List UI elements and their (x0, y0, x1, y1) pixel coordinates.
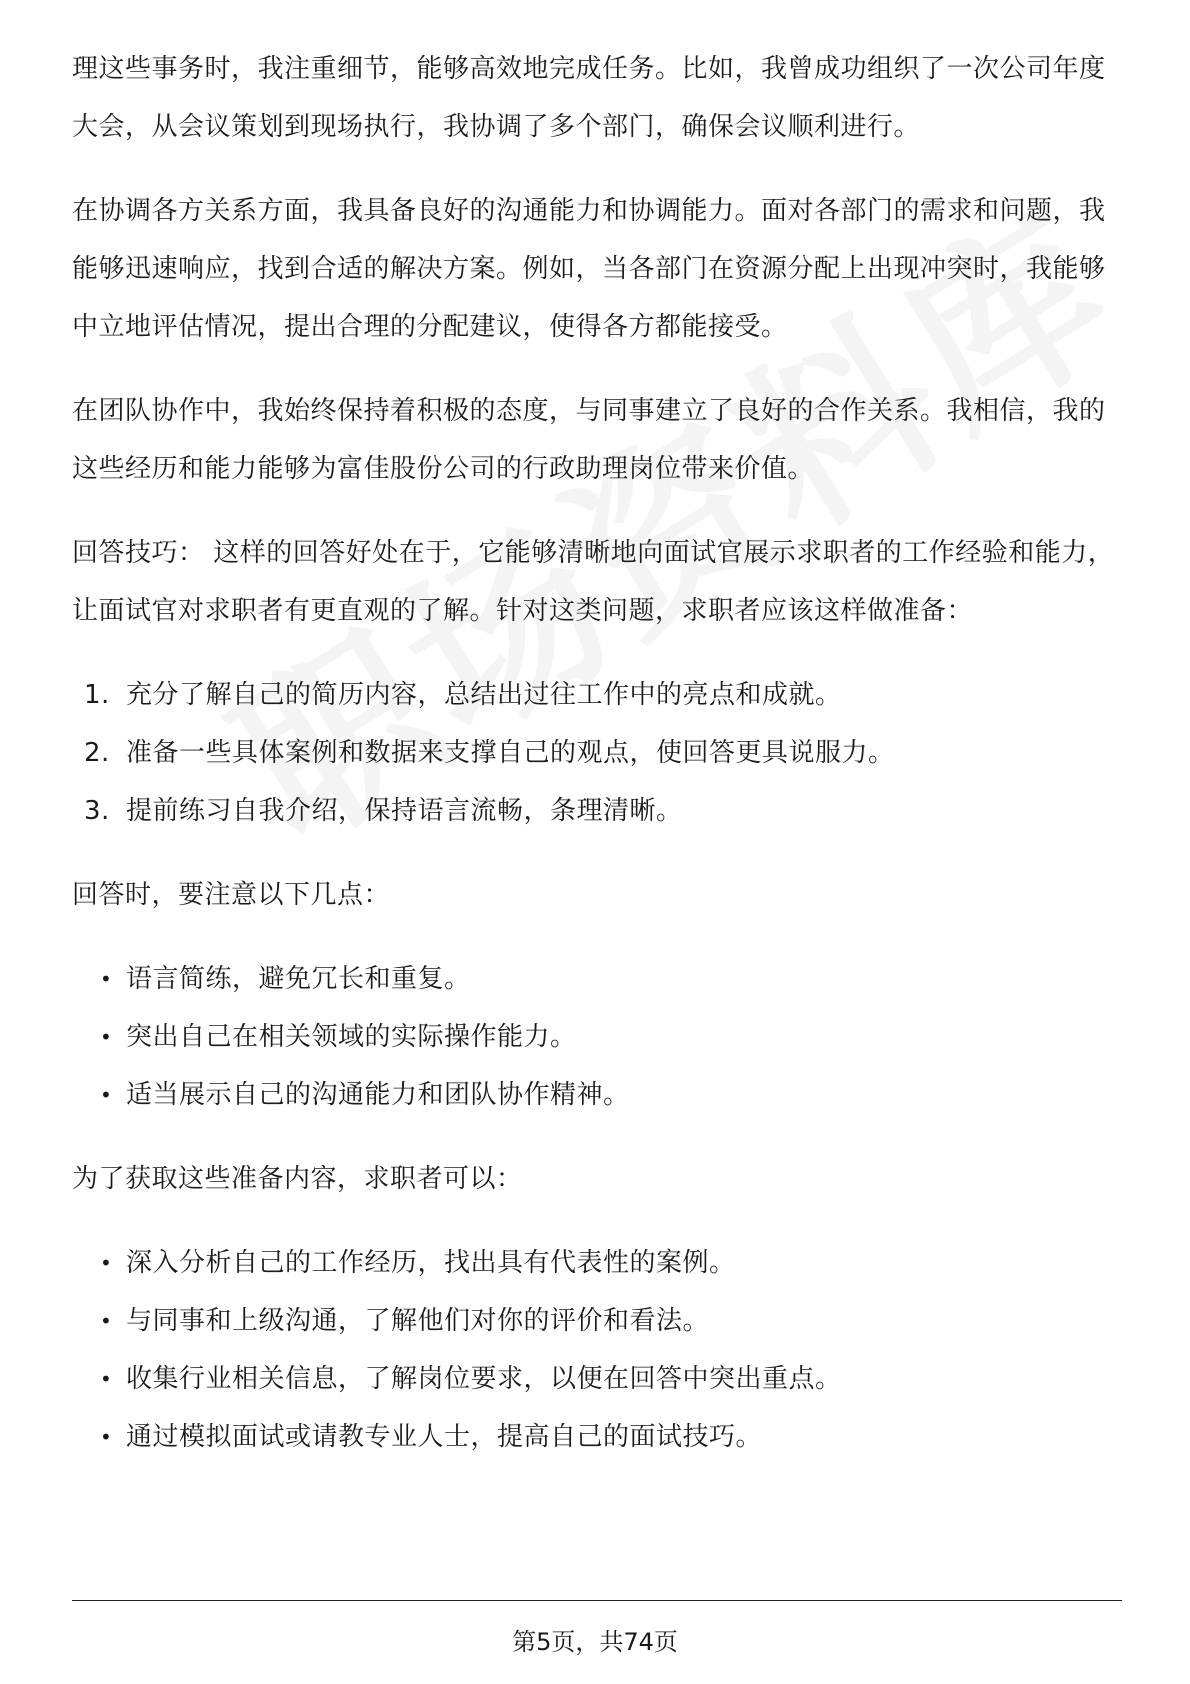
list-item-text: 充分了解自己的简历内容，总结出过往工作中的亮点和成就。 (126, 680, 842, 710)
gather-heading: 为了获取这些准备内容，求职者可以： (72, 1164, 523, 1194)
paragraph-1: 理这些事务时，我注重细节，能够高效地完成任务。比如，我曾成功组织了一次公司年度大会，从会议策划到现场执行，我协调了多个部门，确保会议顺利进行。 (72, 54, 1106, 142)
list-item-text: 深入分析自己的工作经历，找出具有代表性的案例。 (126, 1248, 736, 1278)
list-item (72, 666, 1122, 724)
bullet-icon: • (100, 1309, 113, 1333)
list-item (72, 1350, 1122, 1408)
list-number: 3. (84, 796, 110, 826)
list-item (72, 782, 1122, 840)
bullet-icon: • (100, 1367, 113, 1391)
list-number: 1. (84, 680, 110, 710)
list-item-text: 准备一些具体案例和数据来支撑自己的观点，使回答更具说服力。 (126, 738, 895, 768)
list-item (72, 1008, 1122, 1066)
list-item (72, 1408, 1122, 1466)
footer-divider (72, 1600, 1122, 1601)
page-number: 第5页，共74页 (512, 1628, 678, 1656)
list-item (72, 1234, 1122, 1292)
list-item (72, 724, 1122, 782)
bullet-icon: • (100, 1083, 113, 1107)
list-item (72, 950, 1122, 1008)
list-number: 2. (84, 738, 110, 768)
list-item-text: 适当展示自己的沟通能力和团队协作精神。 (126, 1080, 630, 1110)
bullet-icon: • (100, 967, 113, 991)
paragraph-2: 在协调各方关系方面，我具备良好的沟通能力和协调能力。面对各部门的需求和问题，我能够迅速响应，找到合适的解决方案。例如，当各部门在资源分配上出现冲突时，我能够中立地评估情况，提出合理的分配建议，使得各方都能接受。 (72, 196, 1106, 342)
list-item-text: 通过模拟面试或请教专业人士，提高自己的面试技巧。 (126, 1422, 763, 1452)
attention-bullet-list (72, 950, 1122, 1124)
attention-heading: 回答时，要注意以下几点： (72, 880, 391, 910)
bullet-icon: • (100, 1025, 113, 1049)
list-item-text: 提前练习自我介绍，保持语言流畅，条理清晰。 (126, 796, 683, 826)
list-item (72, 1292, 1122, 1350)
list-item-text: 突出自己在相关领域的实际操作能力。 (126, 1022, 577, 1052)
paragraph-answer-tips: 回答技巧： 这样的回答好处在于，它能够清晰地向面试官展示求职者的工作经验和能力，让面试官对求职者有更直观的了解。针对这类问题，求职者应该这样做准备： (72, 538, 1115, 626)
bullet-icon: • (100, 1425, 113, 1449)
gather-bullet-list (72, 1234, 1122, 1466)
list-item-text: 语言简练，避免冗长和重复。 (126, 964, 471, 994)
list-item-text: 与同事和上级沟通，了解他们对你的评价和看法。 (126, 1306, 710, 1336)
prep-numbered-list (72, 666, 1122, 840)
list-item-text: 收集行业相关信息，了解岗位要求，以便在回答中突出重点。 (126, 1364, 842, 1394)
list-item (72, 1066, 1122, 1124)
bullet-icon: • (100, 1251, 113, 1275)
paragraph-3: 在团队协作中，我始终保持着积极的态度，与同事建立了良好的合作关系。我相信，我的这些经历和能力能够为富佳股份公司的行政助理岗位带来价值。 (72, 396, 1106, 484)
document-body (72, 40, 1122, 1492)
